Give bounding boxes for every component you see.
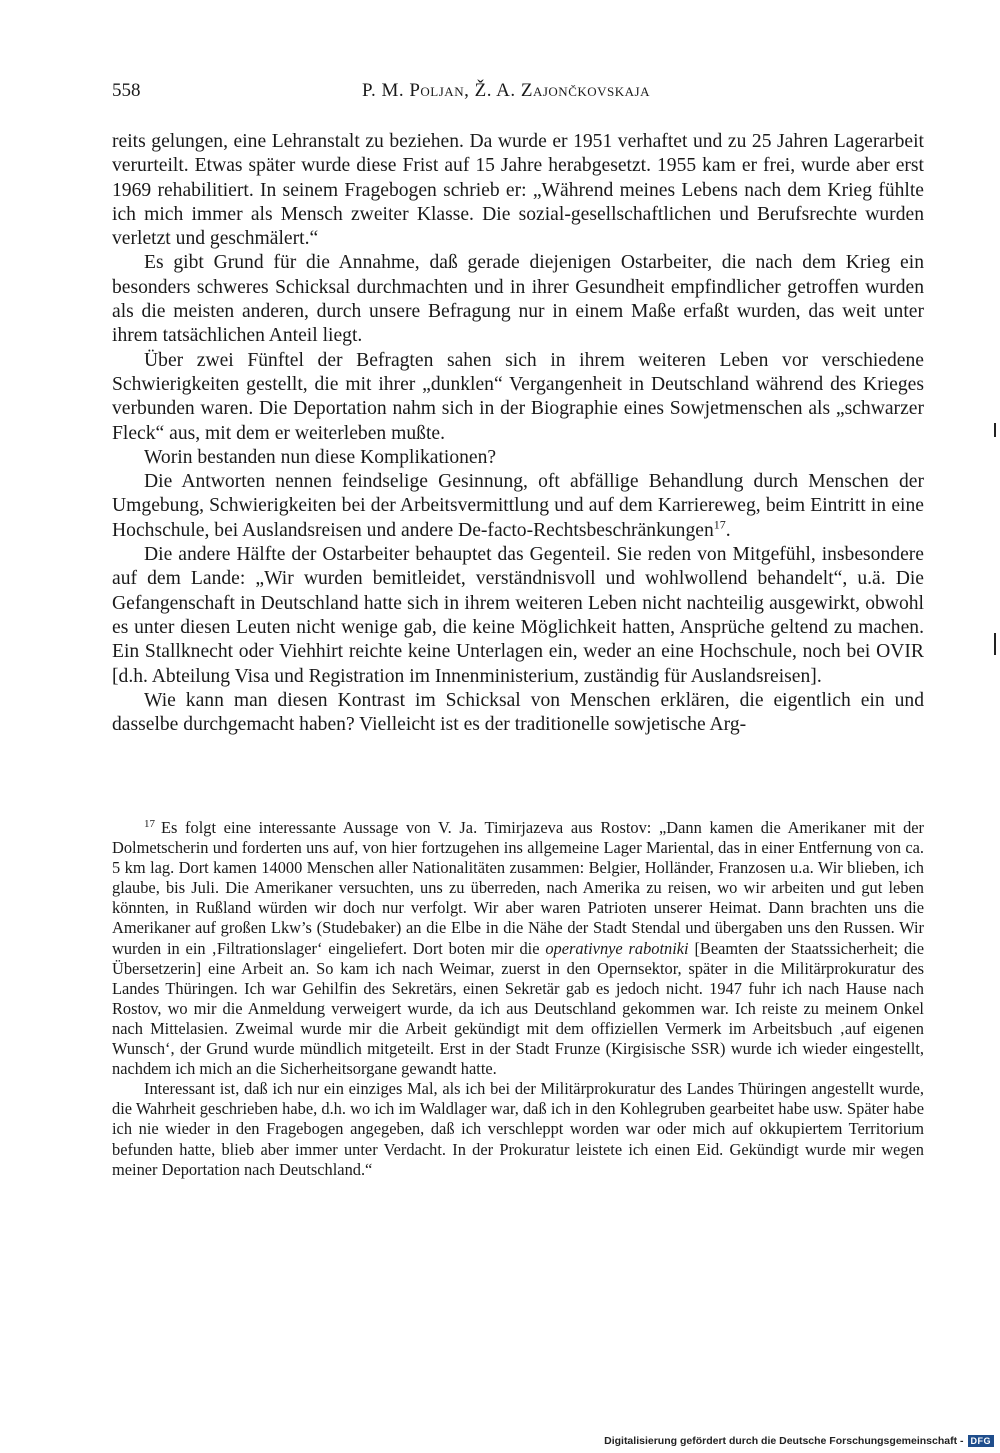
- page-number: 558: [112, 80, 141, 101]
- paragraph-text: Die Antworten nennen feindselige Gesinnung, oft abfällige Behandlung durch Menschen der Umgebung, Schwierigkeiten bei der Arbeitsvermittlung und auf dem Karriereweg, beim Eintritt in eine Hochschule, bei Auslandsreisen und andere De-facto-Rechtsbeschränkungen: [112, 471, 924, 541]
- footnote: [112, 818, 924, 1079]
- paragraph: Worin bestanden nun diese Komplikationen?: [144, 446, 497, 468]
- paragraph: Die andere Hälfte der Ostarbeiter behauptet das Gegenteil. Sie reden von Mitgefühl, insbesondere auf dem Lande: „Wir wurden bemitleidet, verständnisvoll und wohlwollend behandelt“, u.ä. Die Gefangenschaft in Deutschland hatte sich in ihrem weiteren Leben nicht nachteilig ausgewirkt, obwohl es unter diesen Leuten nicht wenige gab, die keine Möglichkeit hatten, Ansprüche geltend zu machen. Ein Stallknecht oder Viehhirt reichte keine Unterlagen ein, weder an eine Hochschule, noch bei OVIR [d.h. Abteilung Visa und Registration im Innenministerium, zuständig für Auslandsreisen].: [112, 544, 924, 687]
- footnote-italic-term: operativnye rabotniki: [545, 938, 689, 958]
- main-text: [112, 130, 924, 737]
- digitization-credit: [604, 1433, 994, 1449]
- footnote-reference[interactable]: 17: [713, 517, 726, 532]
- footnote-number: 17: [144, 817, 155, 830]
- paragraph: Wie kann man diesen Kontrast im Schicksal von Menschen erklären, die eigentlich ein und dasselbe durchgemacht haben? Vielleicht ist es der traditionelle sowjetische Arg-: [112, 689, 924, 736]
- page-header: [112, 80, 924, 104]
- margin-mark: [994, 423, 996, 437]
- paragraph: reits gelungen, eine Lehranstalt zu beziehen. Da wurde er 1951 verhaftet und zu 25 Jahren Lagerarbeit verurteilt. Etwas später wurde diese Frist auf 15 Jahre herabgesetzt. 1955 kam er frei, wurde aber erst 1969 rehabilitiert. In seinem Fragebogen schrieb er: „Während meines Lebens nach dem Krieg fühlte ich mich immer als Mensch zweiter Klasse. Die sozial-gesellschaftlichen und Berufsrechte wurden verletzt und geschmälert.“: [112, 131, 924, 250]
- paragraph: Es gibt Grund für die Annahme, daß gerade diejenigen Ostarbeiter, die nach dem Krieg ein besonders schweres Schicksal durchmachten und in ihrer Gesundheit empfindlicher getroffen wurden als die meisten anderen, durch unsere Befragung nur in einem Maße erfaßt wurden, das weit unter ihrem tatsächlichen Anteil liegt.: [112, 252, 924, 347]
- footnote-continuation: Interessant ist, daß ich nur ein einziges Mal, als ich bei der Militärprokuratur des Landes Thüringen angestellt wurde, die Wahrheit geschrieben habe, d.h. wo ich im Waldlager war, daß ich in den Kohlegruben gearbeitet habe usw. Später habe ich nie wieder in den Fragebogen angegeben, daß ich verschleppt worden war oder mich auf okkupiertem Territorium befunden hatte, blieb aber immer unter Verdacht. In der Prokuratur leistete ich einen Eid. Gekündigt wurde mir wegen meiner Deportation nach Deutschland.“: [112, 1079, 924, 1179]
- margin-mark: [994, 633, 996, 655]
- footnotes: [112, 818, 924, 1180]
- footnote-text: Es folgt eine interessante Aussage von V. Ja. Timirjazeva aus Rostov: „Dann kamen die Amerikaner mit der Dolmetscherin und forderten uns auf, von hier fortzugehen ins allgemeine Lager Mariental, das in einer Entfernung von ca. 5 km lag. Dort kamen 14000 Menschen aller Nationalitäten zusammen: Belgier, Holländer, Franzosen u.a. Wir blieben, ich glaube, bis Juli. Die Amerikaner versuchten, uns zu überreden, nach Amerika zu reisen, wo wir arbeiten und gut leben könnten, in Rußland würden wir doch nur verfolgt. Wir aber waren Patrioten unserer Heimat. Dann brachten uns die Amerikaner auf großen Lkw’s (Studebaker) an die Elbe in die Nähe der Stadt Stendal und übergaben uns den Russen. Wir wurden in ein ‚Filtrationslager‘ eingeliefert. Dort boten mir die: [112, 818, 924, 958]
- paragraph-end: .: [725, 519, 731, 541]
- credit-text: Digitalisierung gefördert durch die Deutsche Forschungsgemeinschaft -: [604, 1435, 964, 1447]
- paragraph: [112, 470, 924, 543]
- footnote-text: [Beamten der Staatssicherheit; die Übersetzerin] eine Arbeit an. So kam ich nach Weimar, zuerst in den Opernsektor, später in die Militärprokuratur des Landes Thüringen. Ich war Gehilfin des Sekretärs, einen Sekretär gab es jedoch nicht. 1947 fuhr ich nach Hause nach Rostov, wo mir die Anmeldung verweigert wurde, da ich aus Deutschland gekommen war. Ich reiste zu meinem Onkel nach Mittelasien. Zweimal wurde mir die Arbeit gekündigt mit dem offiziellen Vermerk im Arbeitsbuch ‚auf eigenen Wunsch‘, der Grund wurde mündlich mitgeteilt. Erst in der Stadt Frunze (Kirgisische SSR) wurde ich wieder eingestellt, nachdem ich mich an die Sicherheitsorgane gewandt hatte.: [112, 938, 924, 1079]
- running-head: P. M. Poljan, Ž. A. Zajončkovskaja: [362, 80, 650, 101]
- paragraph: Über zwei Fünftel der Befragten sahen sich in ihrem weiteren Leben vor verschiedene Schwierigkeiten gestellt, die mit ihrer „dunklen“ Vergangenheit in Deutschland während des Krieges verbunden waren. Die Deportation nahm sich in der Biographie eines Sowjetmenschen als „schwarzer Fleck“ aus, mit dem er weiterleben mußte.: [112, 349, 924, 444]
- dfg-logo: DFG: [968, 1435, 995, 1447]
